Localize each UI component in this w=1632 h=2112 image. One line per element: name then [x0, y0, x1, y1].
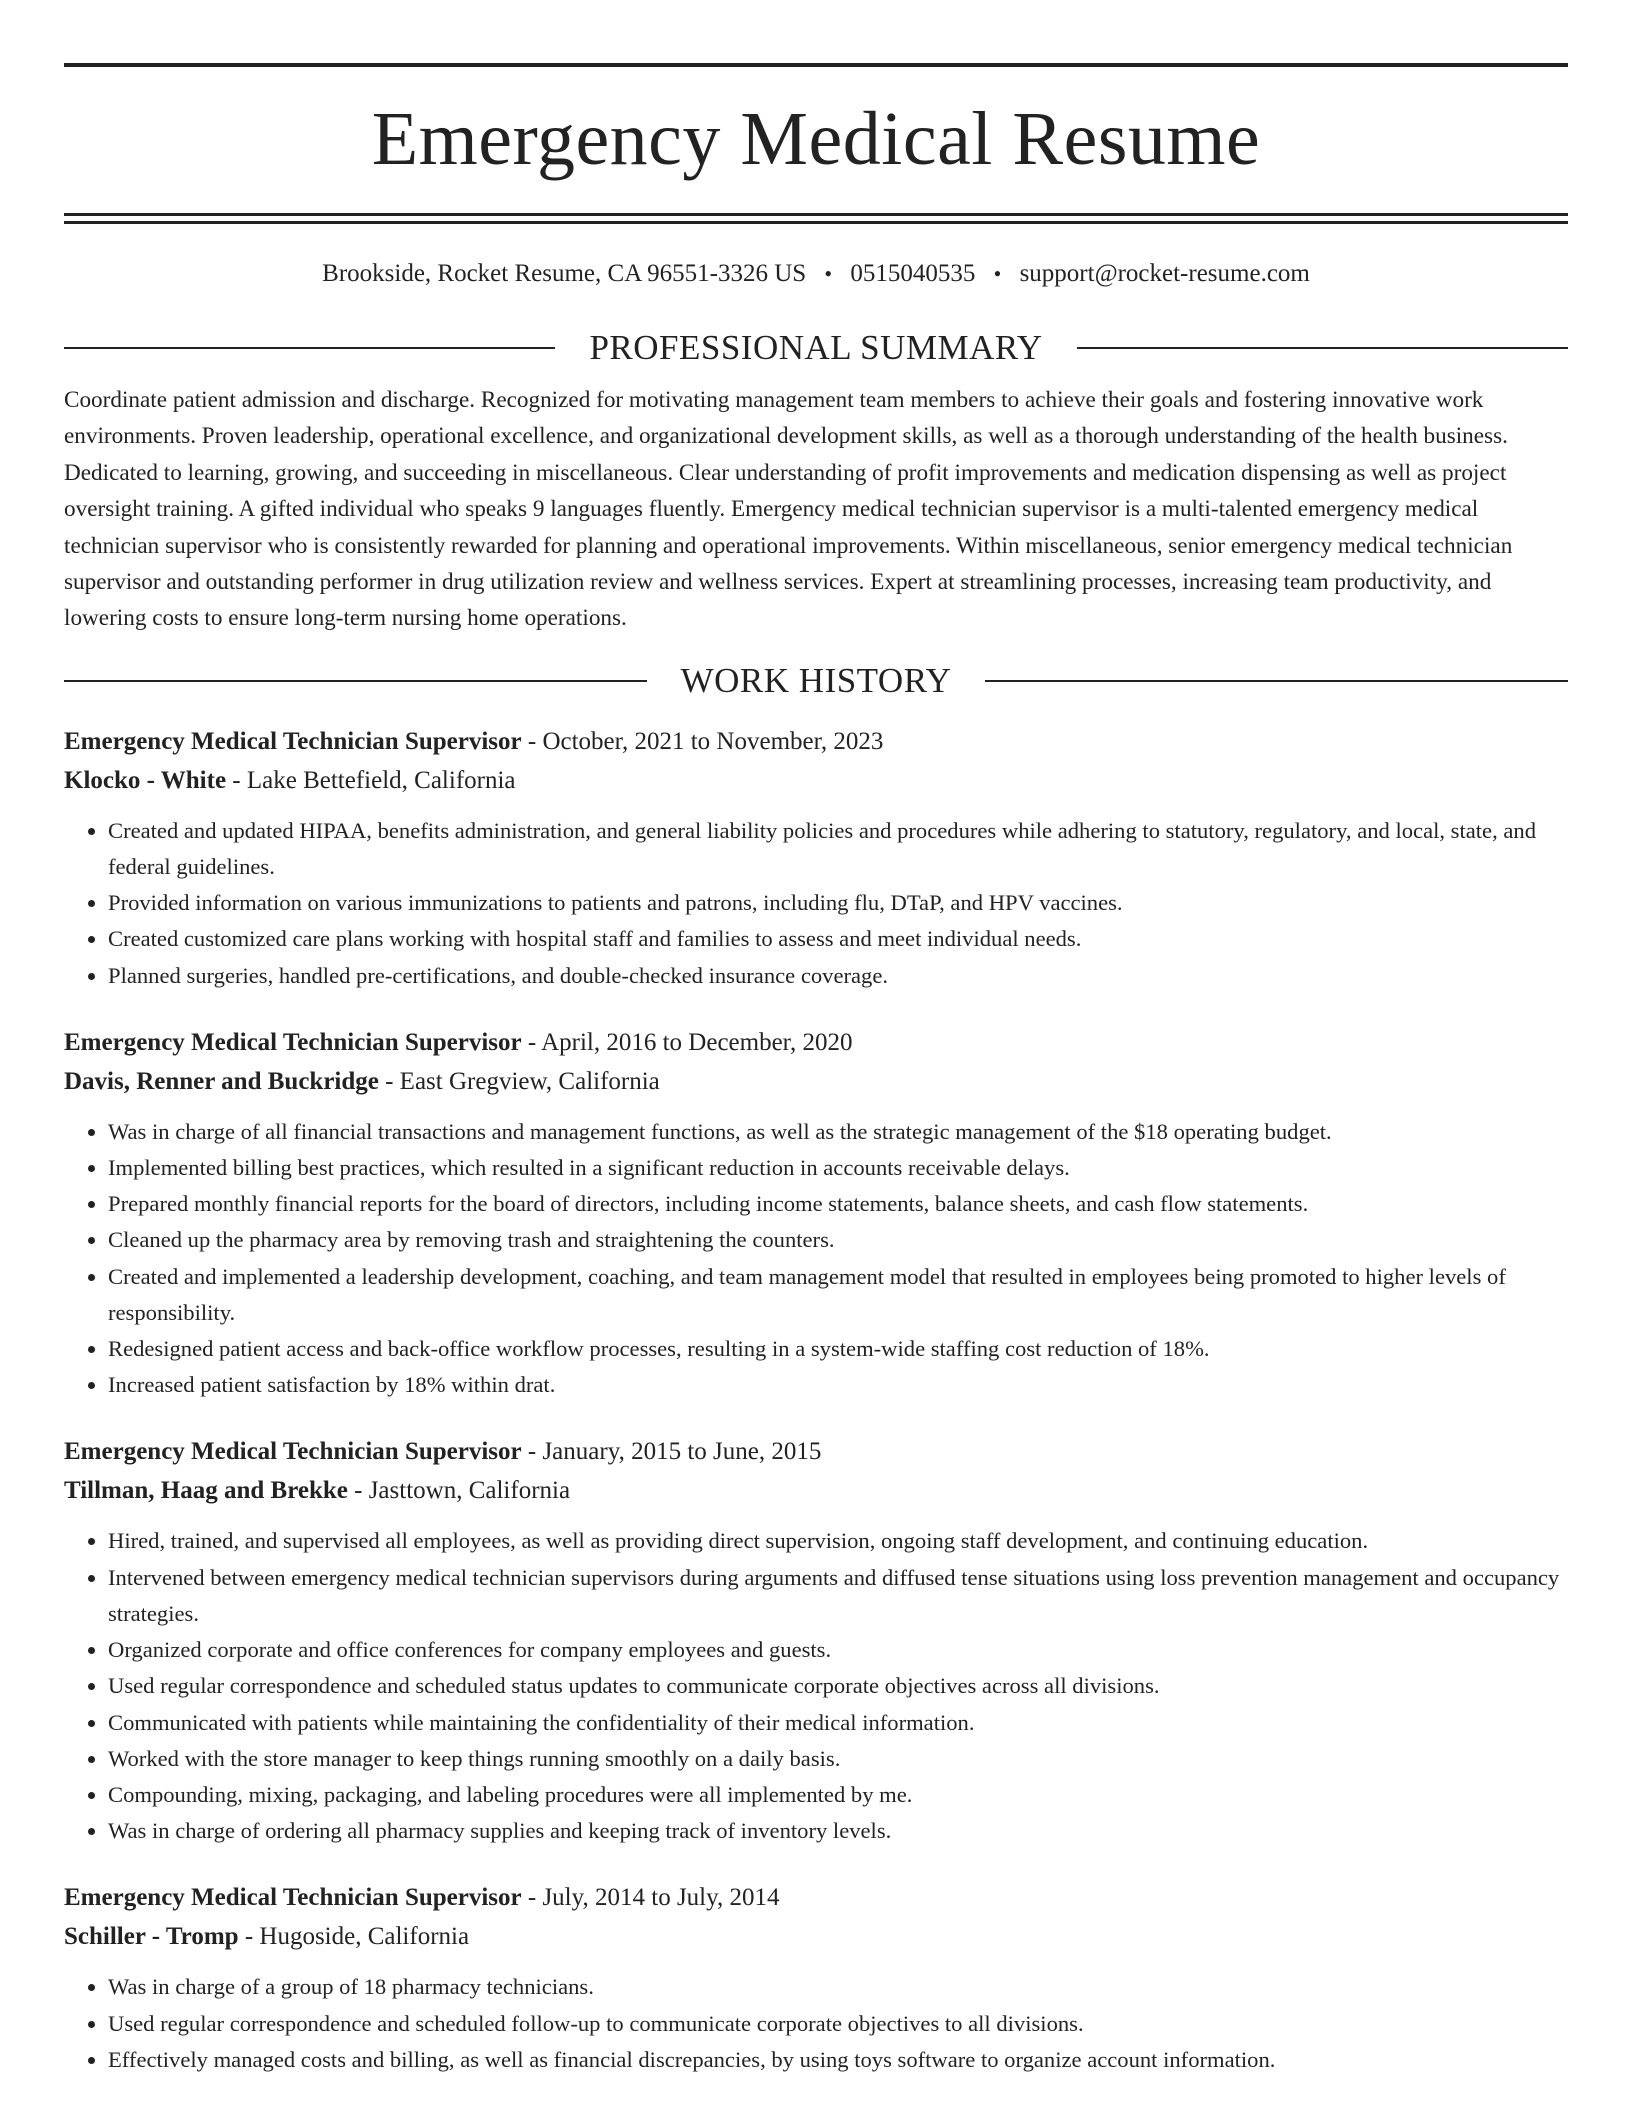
job-bullet: • Was in charge of all financial transactions and management functions, as well as the strategic management of the $18 operating budget.: [108, 1114, 1568, 1150]
job-title: Emergency Medical Technician Supervisor: [64, 1028, 522, 1056]
job-title-line: [64, 1024, 1568, 1062]
job-bullet: • Was in charge of a group of 18 pharmacy technicians.: [108, 1969, 1568, 2005]
job-bullets: [64, 813, 1568, 994]
job-bullet: • Hired, trained, and supervised all employees, as well as providing direct supervision, ongoing staff development, and continuing education.: [108, 1523, 1568, 1559]
job-bullet: • Used regular correspondence and scheduled follow-up to communicate corporate objectives to all divisions.: [108, 2006, 1568, 2042]
summary-text: Coordinate patient admission and discharge. Recognized for motivating management team members to achieve their goals and fostering innovative work environments. Proven leadership, operational excellence, and organizational development skills, as well as a thorough understanding of the health business. Dedicated to learning, growing, and succeeding in miscellaneous. Clear understanding of profit improvements and medication dispensing as well as project oversight training. A gifted individual who speaks 9 languages fluently. Emergency medical technician supervisor is a multi-talented emergency medical technician supervisor who is consistently rewarded for planning and operational improvements. Within miscellaneous, senior emergency medical technician supervisor and outstanding performer in drug utilization review and wellness services. Expert at streamlining processes, increasing team productivity, and lowering costs to ensure long-term nursing home operations.: [64, 387, 1513, 632]
job-location: - Jasttown, California: [347, 1477, 571, 1505]
job-company: Schiller - Tromp: [64, 1923, 239, 1951]
job-dates: - October, 2021 to November, 2023: [521, 727, 884, 755]
job-title-line: [64, 723, 1568, 761]
job-title: Emergency Medical Technician Supervisor: [64, 727, 522, 755]
summary-section-header: [64, 326, 1568, 370]
job-company: Klocko - White: [64, 766, 227, 794]
job-location: - Hugoside, California: [238, 1923, 470, 1951]
job-bullet: • Redesigned patient access and back-office workflow processes, resulting in a system-wide staffing cost reduction of 18%.: [108, 1331, 1568, 1367]
contact-separator: •: [993, 261, 1002, 286]
job-company-line: [64, 1472, 1568, 1510]
job-bullet: • Provided information on various immunizations to patients and patrons, including flu, DTaP, and HPV vaccines.: [108, 885, 1568, 921]
job-entry: [64, 1024, 1568, 1404]
contact-line: [64, 256, 1568, 292]
job-dates: - April, 2016 to December, 2020: [521, 1028, 853, 1056]
job-bullet: • Worked with the store manager to keep things running smoothly on a daily basis.: [108, 1741, 1568, 1777]
job-entry: [64, 723, 1568, 994]
work-heading: WORK HISTORY: [680, 660, 952, 700]
job-title-line: [64, 1879, 1568, 1917]
job-bullet: • Organized corporate and office conferences for company employees and guests.: [108, 1632, 1568, 1668]
job-bullet: • Created and implemented a leadership development, coaching, and team management model that resulted in employees being promoted to higher levels of responsibility.: [108, 1259, 1568, 1331]
job-entry: [64, 1433, 1568, 1849]
job-title: Emergency Medical Technician Supervisor: [64, 1884, 522, 1912]
job-company-line: [64, 1918, 1568, 1956]
section-divider: [985, 680, 1568, 682]
job-bullet: • Used regular correspondence and scheduled status updates to communicate corporate objectives across all divisions.: [108, 1668, 1568, 1704]
contact-separator: •: [824, 261, 833, 286]
job-title-line: [64, 1433, 1568, 1471]
job-list: [64, 723, 1568, 2078]
job-bullets: [64, 1969, 1568, 2078]
resume-page: [64, 0, 1568, 2078]
top-rule: [64, 63, 1568, 67]
job-bullets: [64, 1114, 1568, 1404]
contact-address: Brookside, Rocket Resume, CA 96551-3326 US: [322, 260, 807, 287]
title-double-rule: [64, 213, 1568, 224]
job-dates: - July, 2014 to July, 2014: [521, 1884, 780, 1912]
job-bullet: • Cleaned up the pharmacy area by removing trash and straightening the counters.: [108, 1222, 1568, 1258]
job-bullet: • Intervened between emergency medical technician supervisors during arguments and diffused tense situations using loss prevention management and occupancy strategies.: [108, 1560, 1568, 1632]
job-bullet: • Communicated with patients while maintaining the confidentiality of their medical information.: [108, 1705, 1568, 1741]
work-section-header: [64, 659, 1568, 703]
job-bullets: [64, 1523, 1568, 1849]
job-bullet: • Compounding, mixing, packaging, and labeling procedures were all implemented by me.: [108, 1777, 1568, 1813]
job-location: - East Gregview, California: [378, 1067, 660, 1095]
job-bullet: • Effectively managed costs and billing, as well as financial discrepancies, by using toys software to organize account information.: [108, 2042, 1568, 2078]
job-bullet: • Planned surgeries, handled pre-certifications, and double-checked insurance coverage.: [108, 958, 1568, 994]
summary-heading: PROFESSIONAL SUMMARY: [589, 328, 1043, 367]
contact-phone: 0515040535: [850, 260, 976, 287]
job-title: Emergency Medical Technician Supervisor: [64, 1438, 522, 1466]
job-bullet: • Was in charge of ordering all pharmacy supplies and keeping track of inventory levels.: [108, 1813, 1568, 1849]
section-divider: [64, 680, 647, 682]
section-divider: [64, 347, 555, 349]
job-bullet: • Prepared monthly financial reports for the board of directors, including income statements, balance sheets, and cash flow statements.: [108, 1186, 1568, 1222]
job-company: Davis, Renner and Buckridge: [64, 1067, 379, 1095]
job-company-line: [64, 762, 1568, 800]
job-dates: - January, 2015 to June, 2015: [521, 1438, 822, 1466]
job-bullet: • Created customized care plans working with hospital staff and families to assess and meet individual needs.: [108, 921, 1568, 957]
contact-email: support@rocket-resume.com: [1019, 260, 1310, 287]
job-bullet: • Increased patient satisfaction by 18% within drat.: [108, 1367, 1568, 1403]
resume-title: Emergency Medical Resume: [371, 97, 1261, 181]
job-location: - Lake Bettefield, California: [226, 766, 516, 794]
job-company: Tillman, Haag and Brekke: [64, 1477, 348, 1505]
section-divider: [1077, 347, 1568, 349]
job-company-line: [64, 1063, 1568, 1101]
job-bullet: • Created and updated HIPAA, benefits administration, and general liability policies and procedures while adhering to statutory, regulatory, and local, state, and federal guidelines.: [108, 813, 1568, 885]
job-bullet: • Implemented billing best practices, which resulted in a significant reduction in accounts receivable delays.: [108, 1150, 1568, 1186]
job-entry: [64, 1879, 1568, 2078]
